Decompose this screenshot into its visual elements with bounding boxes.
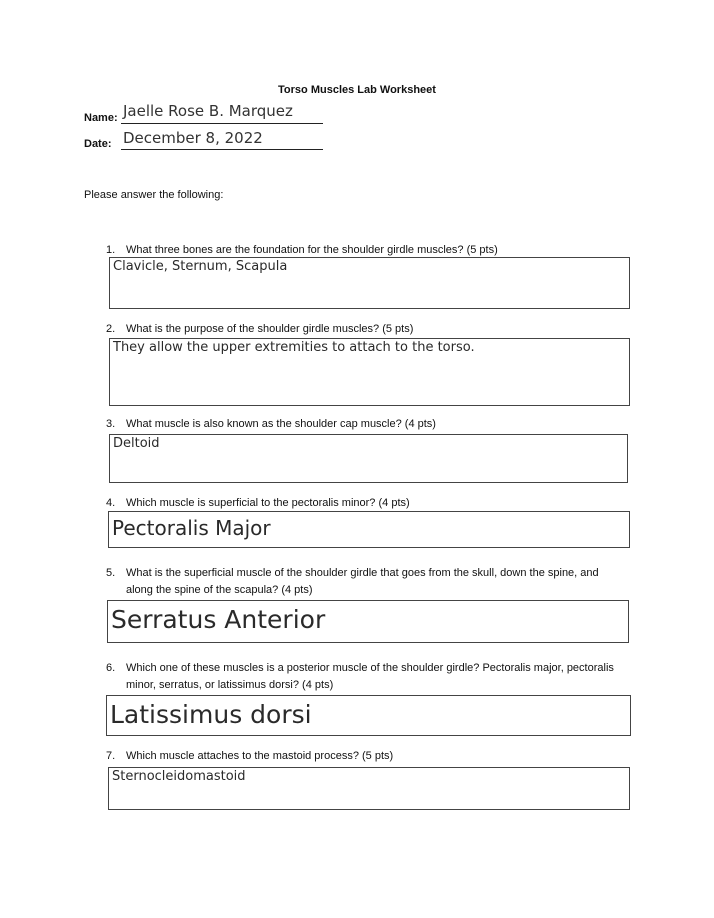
question-5-text: What is the superficial muscle of the shoulder girdle that goes from the skull, down the spine, and along the spine of the scapula? (4 pts) [126,567,599,596]
answer-7-text: Sternocleidomastoid [112,769,246,784]
date-value: December 8, 2022 [123,129,263,147]
name-line [121,123,323,124]
question-4-text: Which muscle is superficial to the pectoralis minor? (4 pts) [126,497,410,509]
answer-4-box[interactable] [108,511,630,548]
date-label: Date: [84,138,112,150]
question-6-number: 6. [106,662,116,674]
question-2-number: 2. [106,323,116,335]
answer-3-text: Deltoid [113,436,160,451]
answer-2-text: They allow the upper extremities to attach to the torso. [113,340,475,355]
answer-1-text: Clavicle, Sternum, Scapula [113,259,288,274]
name-label: Name: [84,112,118,124]
name-value: Jaelle Rose B. Marquez [123,102,293,120]
question-2-text: What is the purpose of the shoulder girdle muscles? (5 pts) [126,323,414,335]
answer-5-text: Serratus Anterior [111,605,326,634]
question-3-number: 3. [106,418,116,430]
instructions: Please answer the following: [84,189,224,201]
question-1-number: 1. [106,244,116,256]
answer-5-box[interactable] [107,600,629,643]
answer-1-box[interactable] [109,257,630,309]
question-7-text: Which muscle attaches to the mastoid process? (5 pts) [126,750,394,762]
answer-7-box[interactable] [108,767,630,810]
question-7-number: 7. [106,750,116,762]
question-5-number: 5. [106,567,116,579]
date-line [121,149,323,150]
answer-4-text: Pectoralis Major [112,516,271,540]
answer-2-box[interactable] [109,338,630,406]
question-1-text: What three bones are the foundation for the shoulder girdle muscles? (5 pts) [126,244,498,256]
answer-6-text: Latissimus dorsi [110,700,312,729]
question-3-text: What muscle is also known as the shoulder cap muscle? (4 pts) [126,418,436,430]
worksheet-title: Torso Muscles Lab Worksheet [278,84,436,96]
answer-3-box[interactable] [109,434,628,483]
question-6-text: Which one of these muscles is a posterior muscle of the shoulder girdle? Pectoralis major, pectoralis minor, serratus, or latissimus dorsi? (4 pts) [126,662,614,691]
answer-6-box[interactable] [106,695,631,736]
question-4-number: 4. [106,497,116,509]
